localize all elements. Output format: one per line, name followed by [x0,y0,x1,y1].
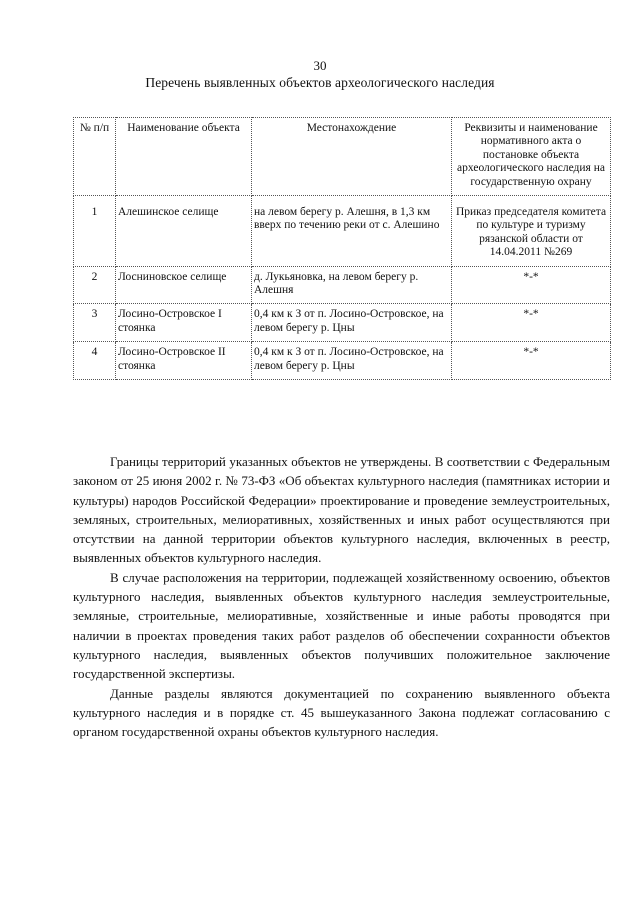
object-requisites: *-* [452,266,611,304]
table-row [74,342,611,380]
row-number: 1 [74,196,116,267]
header-location: Местонахождение [252,118,452,196]
row-number: 2 [74,266,116,304]
paragraph-works-conditions: В случае расположения на территории, подлежащей хозяйственному освоению, объектов культурного наследия, выявленных объектов культурного наследия землеустроительные, земляные, строительные, мелиоративные, хозяйственные и иные работы проводятся при наличии в проектах проведения таких работ разделов об обеспечении сохранности объектов культурного наследия, выявленных объектов получивших положительное заключение государственной экспертизы. [73,569,610,682]
object-location: 0,4 км к З от п. Лосино-Островское, на левом берегу р. Цны [252,342,452,380]
object-requisites: *-* [452,342,611,380]
object-location: 0,4 км к З от п. Лосино-Островское, на левом берегу р. Цны [252,304,452,342]
header-object-name: Наименование объекта [116,118,252,196]
object-name: Лосино-Островское II стоянка [116,342,252,380]
object-requisites: Приказ председателя комитета по культуре и туризму рязанской области от 14.04.2011 №269 [452,196,611,267]
page-number: 30 [313,58,327,73]
document-title: Перечень выявленных объектов археологического наследия [145,75,495,90]
table-header-row [74,118,611,196]
object-location: на левом берегу р. Алешня, в 1,3 км вверх по течению реки от с. Алешино [252,196,452,267]
heritage-objects-table [73,117,611,380]
object-requisites: *-* [452,304,611,342]
row-number: 4 [74,342,116,380]
header-number: № п/п [74,118,116,196]
object-name: Лосниновское селище [116,266,252,304]
object-name: Лосино-Островское I стоянка [116,304,252,342]
object-name: Алешинское селище [116,196,252,267]
row-number: 3 [74,304,116,342]
table-row [74,266,611,304]
object-location: д. Лукьяновка, на левом берегу р. Алешня [252,266,452,304]
table-row [74,304,611,342]
table-row [74,196,611,267]
paragraph-boundaries: Границы территорий указанных объектов не утверждены. В соответствии с Федеральным законом от 25 июня 2002 г. № 73-ФЗ «Об объектах культурного наследия (памятниках истории и культуры) народов Российской Федерации» проектирование и проведение землеустроительных, земляных, строительных, мелиоративных, хозяйственных и иных работ осуществляются при отсутствии на данной территории объектов культурного наследия, включенных в реестр, выявленных объектов культурного наследия. [73,454,610,566]
paragraph-approval: Данные разделы являются документацией по сохранению выявленного объекта культурного наследия и в порядке ст. 45 вышеуказанного Закона подлежат согласованию с органом государственной охраны объектов культурного наследия. [73,685,610,740]
header-requisites: Реквизиты и наименование нормативного акта о постановке объекта археологического наследия на государственную охрану [452,118,611,196]
body-text [73,452,610,741]
